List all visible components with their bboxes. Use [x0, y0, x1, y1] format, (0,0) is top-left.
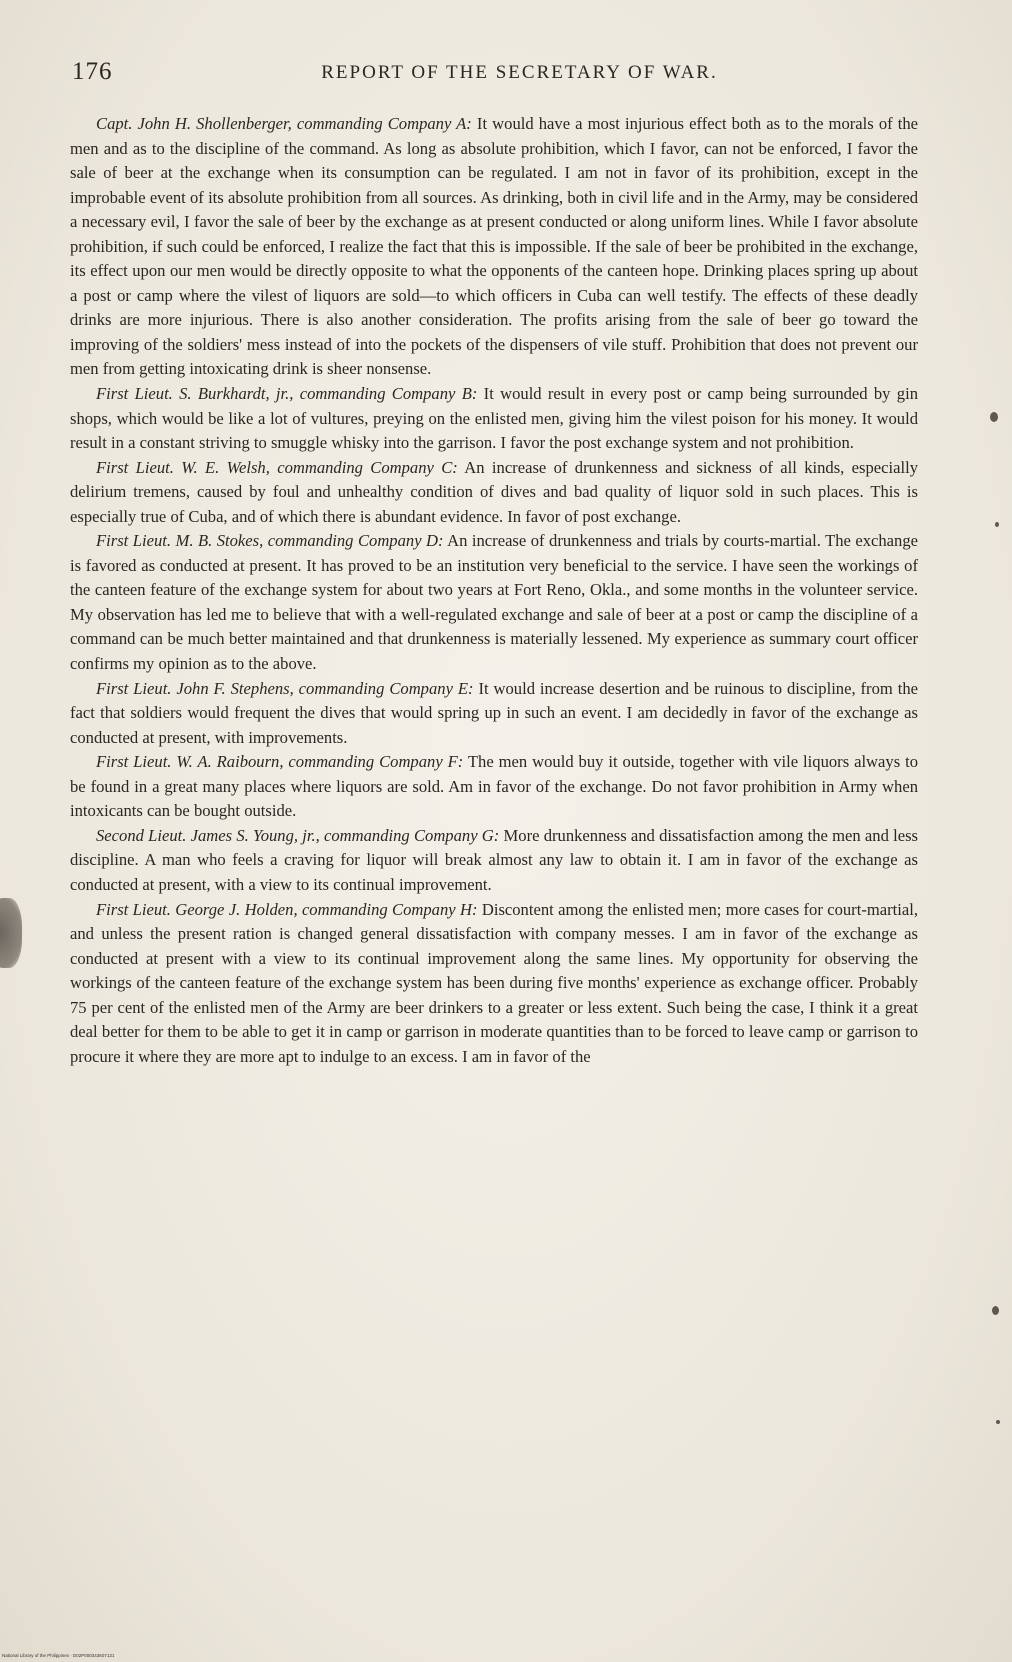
running-head: REPORT OF THE SECRETARY OF WAR. — [321, 62, 718, 83]
speaker-name: First Lieut. W. A. Raibourn, commanding Company F: — [96, 752, 464, 772]
scan-thumb-shadow — [0, 898, 22, 968]
paragraph-company-g — [70, 824, 918, 898]
paragraph-company-e — [70, 677, 918, 751]
paragraph-text: It would increase desertion and be ruinous to discipline, from the fact that soldiers would frequent the dives that would spring up in such an event. I am decidedly in favor of the exchange as conducted at present, with improvements. — [70, 678, 918, 747]
scan-speck — [992, 1306, 999, 1315]
scan-speck — [996, 1420, 1000, 1424]
paragraph-text: It would have a most injurious effect both as to the morals of the men and as to the discipline of the command. As long as absolute prohibition, which I favor, can not be enforced, I favor the sale of beer at the exchange when its consumption can be regulated. I am not in favor of its prohibition, except in the improbable event of its absolute prohibition from all sources. As drinking, both in civil life and in the Army, may be considered a necessary evil, I favor the sale of beer by the exchange as at present conducted or along uniform lines. While I favor absolute prohibition, if such could be enforced, I realize the fact that this is impossible. If the sale of beer be prohibited in the exchange, its effect upon our men would be directly opposite to what the opponents of the canteen hope. Drinking places spring up about a post or camp where the vilest of liquors are sold—to which officers in Cuba can well testify. The effects of these deadly drinks are more injurious. There is also another consideration. The profits arising from the sale of beer go toward the improving of the soldiers' mess instead of into the pockets of the dispensers of vile stuff. Prohibition that does not prevent our men from getting intoxicating drink is sheer nonsense. — [70, 114, 919, 379]
scan-footer-note: National Library of the Philippines · D02P000343607131 — [2, 1653, 115, 1658]
paragraph-text: Discontent among the enlisted men; more cases for court-martial, and unless the present ration is changed general dissatisfaction with company messes. I am in favor of the exchange as conducted at present with a view to its continual improvement along the same lines. My opportunity for observing the workings of the canteen feature of the exchange system has been during five months' experience as exchange officer. Probably 75 per cent of the enlisted men of the Army are beer drinkers to a greater or less extent. Such being the case, I think it a great deal better for them to be able to get it in camp or garrison in moderate quantities than to be forced to leave camp or garrison to procure it where they are more apt to indulge to an excess. I am in favor of the — [70, 899, 918, 1066]
paragraph-company-b — [70, 382, 918, 456]
scan-speck — [995, 522, 999, 527]
page-header — [72, 58, 927, 92]
speaker-name: Second Lieut. James S. Young, jr., commanding Company G: — [96, 825, 500, 845]
paragraph-company-f — [70, 750, 918, 824]
page-number: 176 — [72, 58, 113, 85]
speaker-name: First Lieut. John F. Stephens, commanding Company E: — [96, 678, 474, 698]
speaker-name: First Lieut. M. B. Stokes, commanding Company D: — [96, 531, 444, 551]
body-text — [70, 112, 918, 1069]
speaker-name: First Lieut. George J. Holden, commanding Company H: — [96, 899, 478, 919]
speaker-name: Capt. John H. Shollenberger, commanding Company A: — [96, 114, 472, 133]
paragraph-text: An increase of drunkenness and trials by courts-martial. The exchange is favored as conducted at present. It has proved to be an institution very beneficial to the service. I have seen the workings of the canteen feature of the exchange system for about two years at Fort Reno, Okla., and some months in the volunteer service. My observation has led me to believe that with a well-regulated exchange and sale of beer at a post or camp the discipline of a command can be much better maintained and that drunkenness is materially lessened. My experience as summary court officer confirms my opinion as to the above. — [70, 531, 919, 674]
scan-speck — [990, 412, 998, 422]
paragraph-company-h — [70, 898, 918, 1070]
paragraph-text: The men would buy it outside, together with vile liquors always to be found in a great many places where liquors are sold. Am in favor of the exchange. Do not favor prohibition in Army when intoxicants can be bought outside. — [70, 752, 918, 821]
paragraph-text: More drunkenness and dissatisfaction among the men and less discipline. A man who feels a craving for liquor will break almost any law to obtain it. I am in favor of the exchange as conducted at present, with a view to its continual improvement. — [70, 825, 918, 894]
paragraph-company-c — [70, 456, 918, 530]
speaker-name: First Lieut. S. Burkhardt, jr., commanding Company B: — [96, 384, 478, 404]
paragraph-text: An increase of drunkenness and sickness of all kinds, especially delirium tremens, caused by foul and unhealthy condition of dives and bad quality of liquor sold in such places. This is especially true of Cuba, and of which there is abundant evidence. In favor of post exchange. — [70, 457, 918, 526]
paragraph-company-a — [70, 112, 918, 382]
speaker-name: First Lieut. W. E. Welsh, commanding Company C: — [96, 457, 458, 477]
paragraph-text: It would result in every post or camp being surrounded by gin shops, which would be like a lot of vultures, preying on the enlisted men, giving him the vilest poison for his money. It would result in a constant striving to smuggle whisky into the garrison. I favor the post exchange system and not prohibition. — [70, 384, 918, 453]
paragraph-company-d — [70, 529, 918, 676]
